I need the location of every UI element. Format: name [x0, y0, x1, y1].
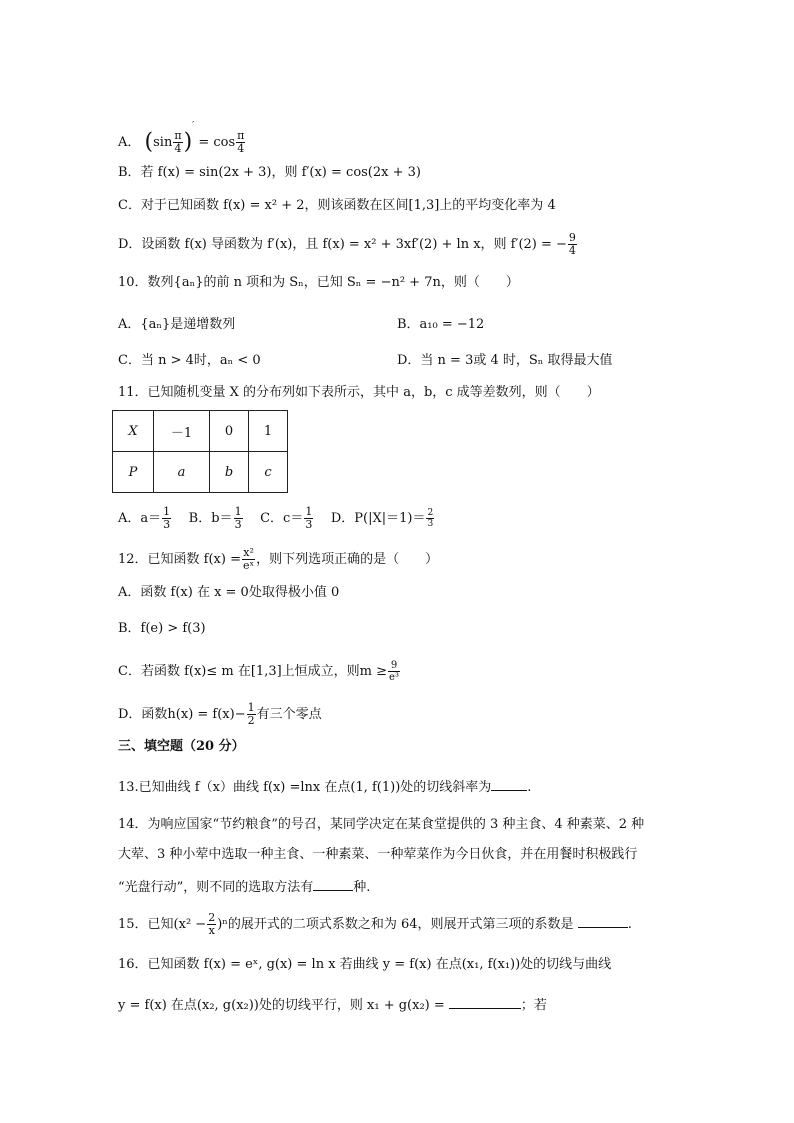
q14-line-2: 大荤、3 种小荤中选取一种主食、一种素菜、一种荤菜作为今日伙食，并在用餐时积极践行: [118, 847, 638, 862]
q12-stem: 12．已知函数 f(x) = $\frac{\text{x²}}{\text{eˣ}}$ ，则下列选项正确的是（ ）: [118, 546, 439, 572]
q10-stem: 10．数列{aₙ}的前 n 项和为 Sₙ，已知 Sₙ = −n² + 7n，则（ ）: [118, 275, 519, 290]
q15: 15．已知(x² − $\frac{2}{x}$ )ⁿ的展开式的二项式系数之和为 64，则展开式第三项的系数是 .: [118, 911, 632, 937]
answer-blank: [449, 994, 521, 1009]
q9-option-d: D．设函数 f(x) 导函数为 f′(x)，且 f(x) = x² + 3xf′(2) + ln x，则 f′(2) = − $\frac{9}{4}$: [118, 231, 576, 257]
q13: 13.已知曲线 f（x）曲线 f(x) =lnx 在点(1, f(1))处的切线斜率为 .: [118, 776, 531, 797]
table-row: X －1 0 1: [113, 411, 288, 452]
q14-line-3: “光盘行动”，则不同的选取方法有 种.: [118, 876, 370, 897]
distribution-table: [112, 410, 288, 493]
q12-option-d: D．函数h(x) = f(x)− $\frac{1}{2}$ 有三个零点: [118, 701, 322, 727]
q10-option-c: C．当 n > 4时，aₙ < 0: [118, 353, 261, 368]
answer-blank: [578, 913, 628, 928]
q16-line-1: 16．已知函数 f(x) = eˣ, g(x) = ln x 若曲线 y = f(x) 在点(x₁, f(x₁))处的切线与曲线: [118, 957, 612, 972]
q10-option-a: A．{aₙ}是递增数列: [118, 317, 236, 332]
q12-option-b: B．f(e) > f(3): [118, 621, 206, 636]
q9-option-c: C．对于已知函数 f(x) = x² + 2，则该函数在区间[1,3]上的平均变化率为 4: [118, 198, 556, 213]
answer-blank: [491, 776, 527, 791]
q11-stem: 11．已知随机变量 X 的分布列如下表所示，其中 a，b，c 成等差数列，则（ ）: [118, 385, 600, 400]
q9-option-a: A． (sin $\frac{\pi}{4}$ )′ = cos $\frac{\pi}{4}$: [118, 121, 245, 155]
q9-a-frac-left: $\frac{\pi}{4}$: [174, 129, 182, 155]
q10-option-b: B．a₁₀ = −12: [397, 317, 485, 332]
answer-blank: [313, 876, 353, 891]
q16-line-2: y = f(x) 在点(x₂, g(x₂))处的切线平行，则 x₁ + g(x₂) = ；若: [118, 994, 547, 1015]
q9-a-frac-right: $\frac{\pi}{4}$: [237, 129, 245, 155]
q10-option-d: D．当 n = 3或 4 时，Sₙ 取得最大值: [397, 353, 613, 368]
q9-option-b: B．若 f(x) = sin(2x + 3)，则 f′(x) = cos(2x + 3): [118, 165, 421, 180]
q14-line-1: 14．为响应国家“节约粮食”的号召，某同学决定在某食堂提供的 3 种主食、4 种素菜、2 种: [118, 817, 645, 832]
table-row: P a b c: [113, 452, 288, 493]
q11-options: A．a＝ $\frac{1}{3}$ B．b＝ $\frac{1}{3}$ C．c＝ $\frac{1}{3}$ D．P(|X|＝1)＝ $\frac{2}{3}$: [118, 505, 434, 531]
q12-option-a: A．函数 f(x) 在 x = 0处取得极小值 0: [118, 585, 340, 600]
section-heading: 三、填空题（20 分）: [118, 739, 245, 754]
q12-option-c: C．若函数 f(x)≤ m 在[1,3]上恒成立，则m ≥ $\frac{9}{\text{e³}}$: [118, 660, 399, 683]
